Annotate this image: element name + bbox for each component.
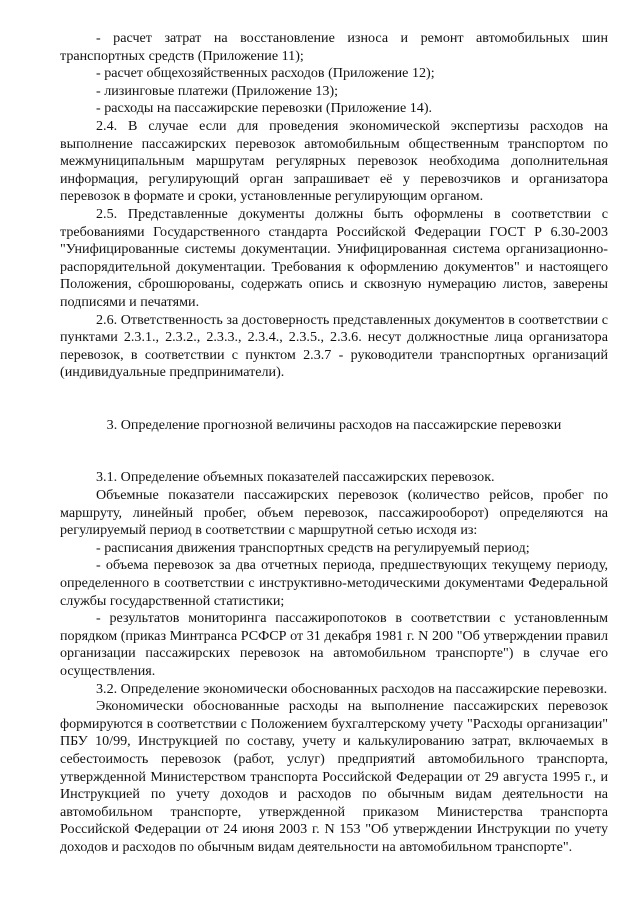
paragraph-3-2: 3.2. Определение экономически обоснованных расходов на пассажирские перевозки. — [96, 680, 608, 697]
paragraph-2-6: 2.6. Ответственность за достоверность представленных документов в соответствии с пунктами 2.3.1., 2.3.2., 2.3.3., 2.3.4., 2.3.5., 2.3.6. несут должностные лица организатора перевозок, в соответствии с пунктом 2.3.7 - руководители транспортных организаций (индивидуальные предприниматели). — [60, 311, 608, 381]
paragraph-2-4: 2.4. В случае если для проведения экономической экспертизы расходов на выполнение пассажирских перевозок автомобильным общественным транспортом по межмуниципальным маршрутам регулярных перевозок необходима дополнительная информация, регулирующий орган запрашивает её у перевозчиков и организатора перевозок в формате и сроки, установленные регулирующим органом. — [60, 117, 608, 205]
list-item-monitoring: - результатов мониторинга пассажиропотоков в соответствии с установленным порядком (приказ Минтранса РСФСР от 31 декабря 1981 г. N 200 "Об утверждении правил организации пассажирских перевозок на автомобильном транспорте") в случае его осуществления. — [60, 610, 608, 679]
list-item-overhead: - расчет общехозяйственных расходов (Приложение 12); — [96, 65, 435, 82]
paragraph-2-5: 2.5. Представленные документы должны быть оформлены в соответствии с требованиями Государственного стандарта Российской Федерации ГОСТ Р 6.30-2003 "Унифицированные системы документации. Унифицированная система организационно-распорядительной документации. Требования к оформлению документов" и настоящего Положения, сброшюрованы, содержать опись и сквозную нумерацию листов, заверены подписями и печатями. — [60, 205, 608, 310]
spacer — [60, 382, 608, 417]
list-item-passenger-costs: - расходы на пассажирские перевозки (Приложение 14). — [96, 100, 433, 117]
paragraph-3-1: 3.1. Определение объемных показателей пассажирских перевозок. — [96, 469, 495, 486]
paragraph-3-1-body: Объемные показатели пассажирских перевозок (количество рейсов, пробег по маршруту, линейный пробег, объем перевозок, пассажирооборот) определяются на регулируемый период в соответствии с маршрутной сетью исходя из: — [60, 487, 608, 539]
paragraph-3-2-body: Экономически обоснованные расходы на выполнение пассажирских перевозок формируются в соответствии с Положением бухгалтерскому учету "Расходы организации" ПБУ 10/99, Инструкцией по составу, учету и калькулированию затрат, включаемых в себестоимость перевозок (работ, услуг) предприятий автомобильного транспорта, утвержденной Министерством транспорта Российской Федерации от 29 августа 1995 г., и Инструкцией по учету доходов и расходов по обычным видам деятельности на автомобильном транспорте, утвержденной приказом Министерства транспорта Российской Федерации от 24 июня 2003 г. N 153 "Об утверждении Инструкции по учету доходов и расходов по обычным видам деятельности на автомобильном транспорте". — [60, 698, 608, 855]
list-item-volume: - объема перевозок за два отчетных периода, предшествующих текущему периоду, определенного в соответствии с инструктивно-методическими документами Федеральной службы государственной статистики; — [60, 557, 608, 609]
section-3-heading: 3. Определение прогнозной величины расходов на пассажирские перевозки — [106, 416, 562, 433]
list-item-leasing: - лизинговые платежи (Приложение 13); — [96, 82, 339, 99]
spacer — [60, 434, 608, 469]
list-item-tires: - расчет затрат на восстановление износа и ремонт автомобильных шин транспортных средств (Приложение 11); — [60, 30, 608, 64]
list-item-schedule: - расписания движения транспортных средств на регулируемый период; — [96, 539, 530, 556]
